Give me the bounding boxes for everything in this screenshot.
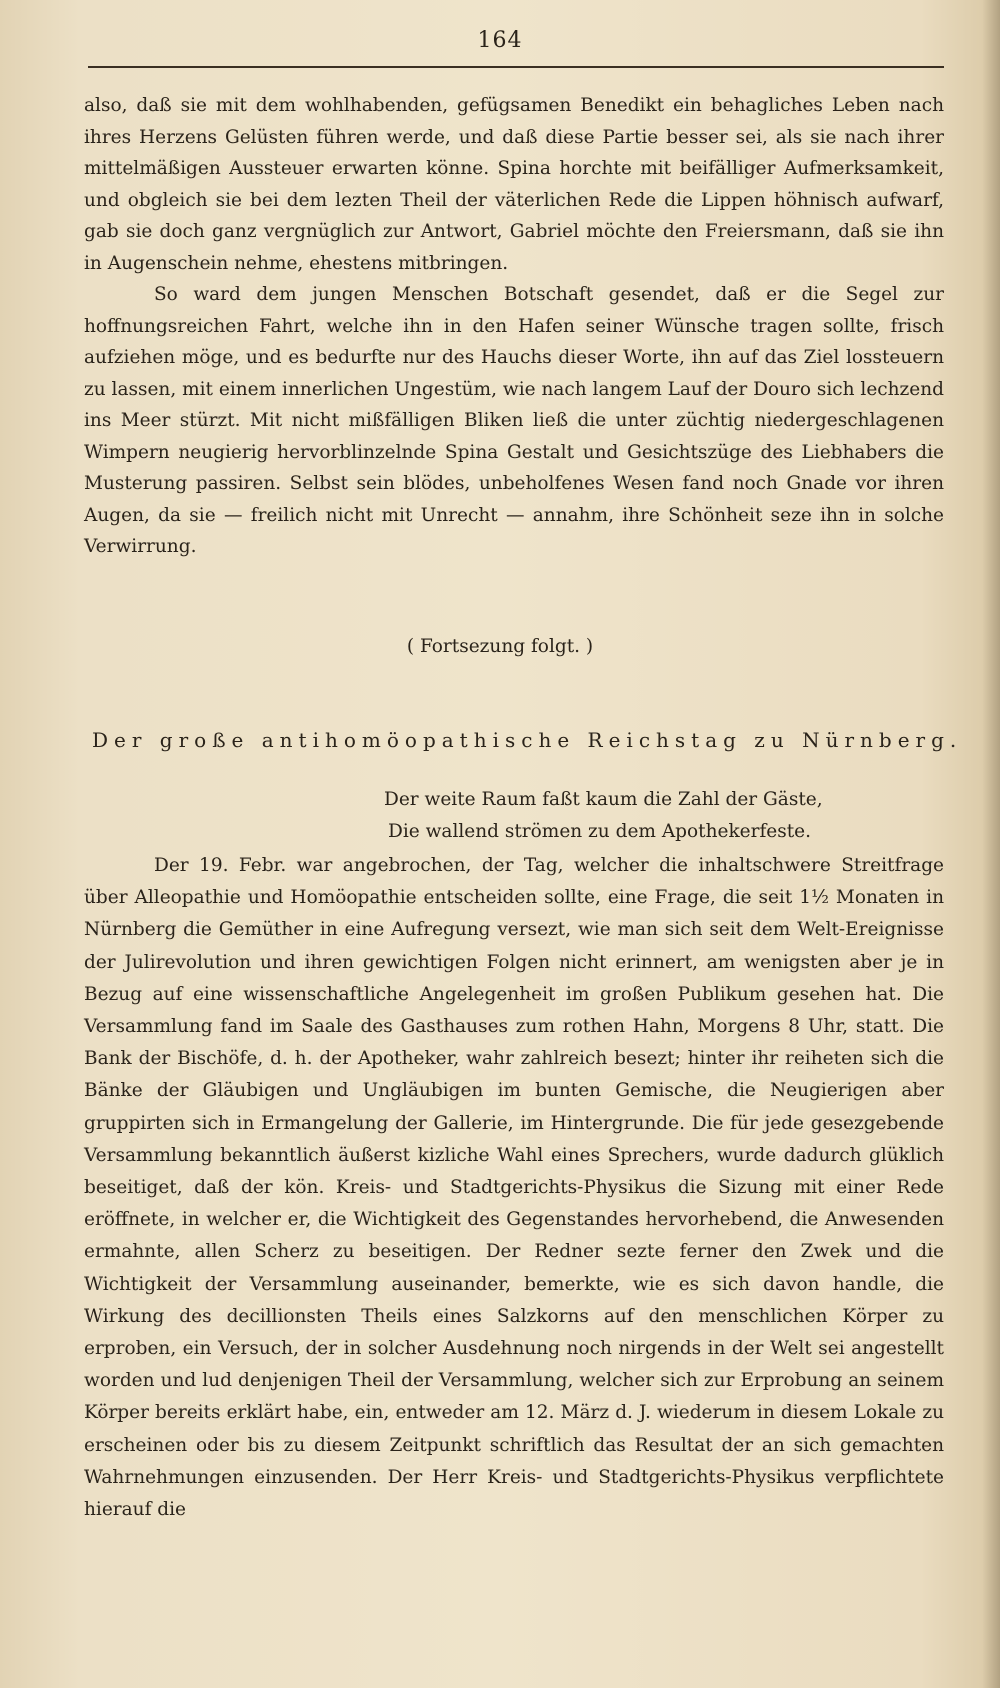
article-body (84, 850, 944, 1526)
header-rule (88, 66, 944, 68)
article-paragraph: Der 19. Febr. war angebrochen, der Tag, welcher die inhaltschwere Streitfrage über Alleopathie und Homöopathie entscheiden sollte, eine Frage, die seit 1½ Monaten in Nürnberg die Gemüther in eine Aufregung versezt, wie man sich seit dem Welt-Ereignisse der Julirevolution und ihren gewichtigen Folgen nicht erinnert, am wenigsten aber je in Bezug auf eine wissenschaftliche Angelegenheit im großen Publikum gesehen hat. Die Versammlung fand im Saale des Gasthauses zum rothen Hahn, Morgens 8 Uhr, statt. Die Bank der Bischöfe, d. h. der Apotheker, wahr zahlreich besezt; hinter ihr reiheten sich die Bänke der Gläubigen und Ungläubigen im bunten Gemische, die Neugierigen aber gruppirten sich in Ermangelung der Gallerie, im Hintergrunde. Die für jede gesezgebende Versammlung bekanntlich äußerst kizliche Wahl eines Sprechers, wurde dadurch glüklich beseitiget, daß der kön. Kreis- und Stadtgerichts-Physikus die Sizung mit einer Rede eröffnete, in welcher er, die Wichtigkeit des Gegenstandes hervorhebend, die Anwesenden ermahnte, allen Scherz zu beseitigen. Der Redner sezte ferner den Zwek und die Wichtigkeit der Versammlung auseinander, bemerkte, wie es sich davon handle, die Wirkung des decillionsten Theils eines Salzkorns auf den menschlichen Körper zu erproben, ein Versuch, der in solcher Ausdehnung noch nirgends in der Welt sei angestellt worden und lud denjenigen Theil der Versammlung, welcher sich zur Erprobung an seinem Körper bereits erklärt habe, ein, entweder am 12. März d. J. wiederum in diesem Lokale zu erscheinen oder bis zu diesem Zeitpunkt schriftlich das Resultat der an sich gemachten Wahrnehmungen einzusenden. Der Herr Kreis- und Stadtgerichts-Physikus verpflichtete hierauf die (84, 855, 944, 1521)
to-be-continued-note: ( Fortsezung folgt. ) (406, 636, 594, 657)
continued-story (84, 90, 944, 563)
epigraph-line-2: Die wallend strömen zu dem Apothekerfeste. (388, 821, 812, 842)
story-paragraph-1: also, daß sie mit dem wohlhabenden, gefügsamen Benedikt ein behagliches Leben nach ihres Herzens Gelüsten führen werde, und daß diese Partie besser sei, als sie nach ihrer mittelmäßigen Aussteuer erwarten könne. Spina horchte mit beifälliger Aufmerksamkeit, und obgleich sie bei dem lezten Theil der väterlichen Rede die Lippen höhnisch aufwarf, gab sie doch ganz vergnüglich zur Antwort, Gabriel möchte den Freiersmann, daß sie ihn in Augenschein nehme, ehestens mitbringen. (84, 95, 944, 274)
article-title: Der große antihomöopathische Reichstag zu Nürnberg. (92, 728, 963, 752)
article-epigraph (384, 784, 944, 848)
page-number: 164 (477, 28, 523, 53)
page-edge-shadow (982, 0, 1000, 1688)
epigraph-line-1: Der weite Raum faßt kaum die Zahl der Gäste, (384, 789, 823, 810)
story-paragraph-2: So ward dem jungen Menschen Botschaft gesendet, daß er die Segel zur hoffnungsreichen Fahrt, welche ihn in den Hafen seiner Wünsche tragen sollte, frisch aufziehen möge, und es bedurfte nur des Hauchs dieser Worte, ihn auf das Ziel lossteuern zu lassen, mit einem innerlichen Ungestüm, wie nach langem Lauf der Douro sich lechzend ins Meer stürzt. Mit nicht mißfälligen Bliken ließ die unter züchtig niedergeschlagenen Wimpern neugierig hervorblinzelnde Spina Gestalt und Gesichtszüge des Liebhabers die Musterung passiren. Selbst sein blödes, unbeholfenes Wesen fand noch Gnade vor ihren Augen, da sie — freilich nicht mit Unrecht — annahm, ihre Schönheit seze ihn in solche Verwirrung. (84, 284, 944, 557)
